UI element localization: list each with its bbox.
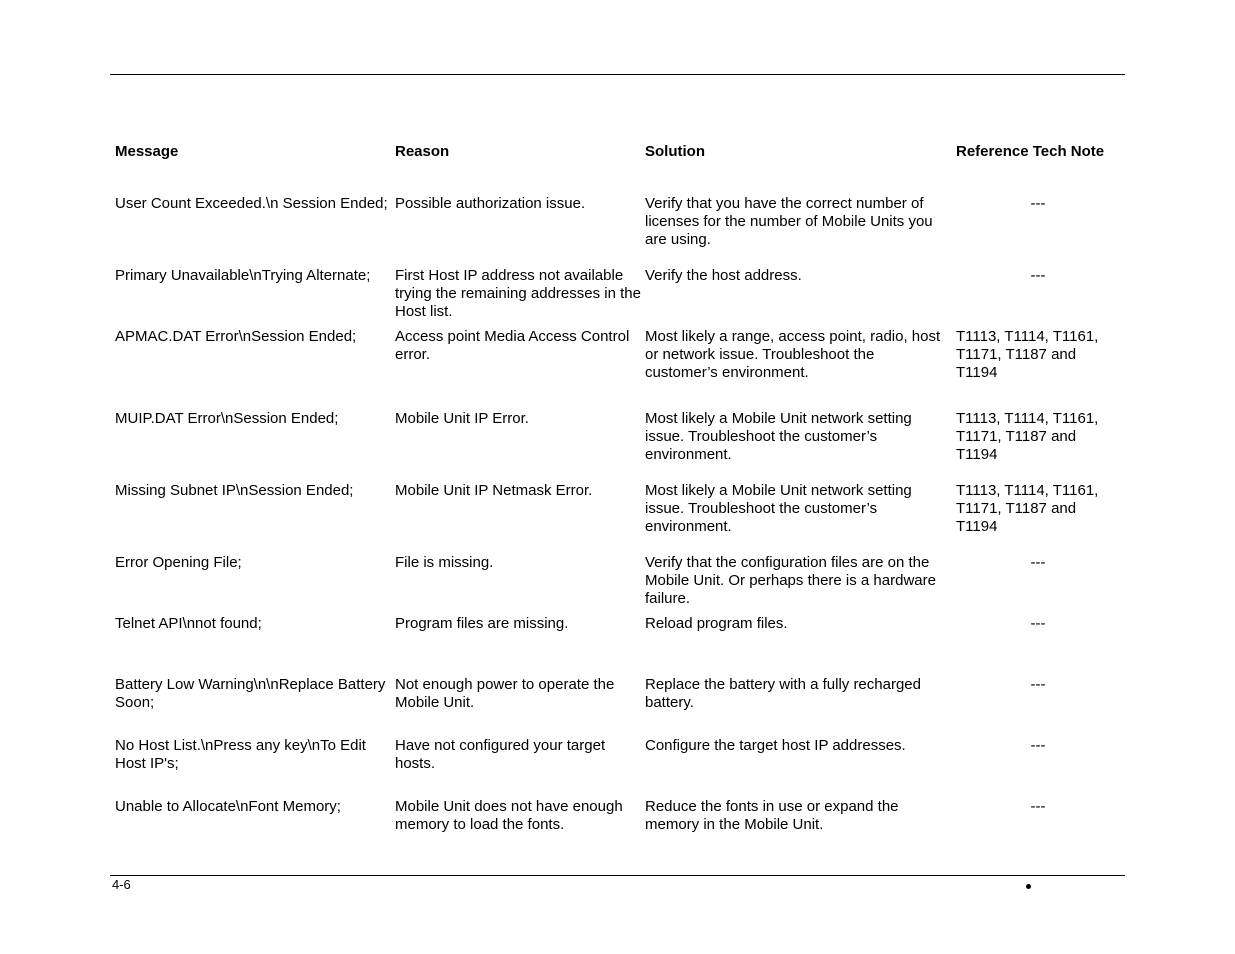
row-reason: Program files are missing.: [395, 615, 569, 632]
row-reference: ---: [1030, 195, 1046, 212]
row-message: Missing Subnet IP\nSession Ended;: [115, 482, 354, 499]
row-reference: ---: [1030, 615, 1046, 632]
row-message: User Count Exceeded.\n Session Ended;: [115, 195, 388, 212]
row-reference: T1113, T1114, T1161, T1171, T1187 and T1194: [956, 482, 1099, 535]
row-reason: First Host IP address not available trying the remaining addresses in the Host list.: [395, 267, 641, 320]
row-message: APMAC.DAT Error\nSession Ended;: [115, 328, 357, 345]
row-reference: ---: [1030, 676, 1046, 693]
header-rule: [110, 74, 1125, 75]
row-reason: Access point Media Access Control error.: [395, 328, 630, 363]
column-header-solution: Solution: [645, 143, 705, 160]
row-solution: Reduce the fonts in use or expand the memory in the Mobile Unit.: [645, 798, 899, 833]
row-reference: ---: [1030, 267, 1046, 284]
row-solution: Most likely a range, access point, radio, host or network issue. Troubleshoot the customer’s environment.: [645, 328, 941, 381]
column-header-reason: Reason: [395, 143, 450, 160]
row-reason: Possible authorization issue.: [395, 195, 586, 212]
row-reference: ---: [1030, 737, 1046, 754]
row-message: Primary Unavailable\nTrying Alternate;: [115, 267, 371, 284]
row-reason: Mobile Unit IP Error.: [395, 410, 529, 427]
row-solution: Most likely a Mobile Unit network setting issue. Troubleshoot the customer’s environment.: [645, 482, 912, 535]
column-header-reference: Reference Tech Note: [956, 143, 1105, 160]
row-reference: T1113, T1114, T1161, T1171, T1187 and T1194: [956, 328, 1099, 381]
row-solution: Replace the battery with a fully recharged battery.: [645, 676, 921, 711]
bullet-icon: [1026, 884, 1031, 889]
row-reference: ---: [1030, 798, 1046, 815]
row-reason: Have not configured your target hosts.: [395, 737, 606, 772]
row-message: Battery Low Warning\n\nReplace Battery Soon;: [115, 676, 386, 711]
row-message: No Host List.\nPress any key\nTo Edit Host IP's;: [115, 737, 366, 772]
row-message: Unable to Allocate\nFont Memory;: [115, 798, 341, 815]
row-message: Error Opening File;: [115, 554, 242, 571]
row-message: Telnet API\nnot found;: [115, 615, 262, 632]
row-solution: Configure the target host IP addresses.: [645, 737, 906, 754]
footer-rule: [110, 875, 1125, 876]
row-solution: Reload program files.: [645, 615, 788, 632]
row-solution: Most likely a Mobile Unit network setting issue. Troubleshoot the customer’s environment.: [645, 410, 912, 463]
page-number: 4-6: [112, 877, 131, 892]
row-solution: Verify that the configuration files are on the Mobile Unit. Or perhaps there is a hardware failure.: [645, 554, 936, 607]
row-reference: ---: [1030, 554, 1046, 571]
row-solution: Verify the host address.: [645, 267, 802, 284]
row-reason: Mobile Unit does not have enough memory to load the fonts.: [395, 798, 623, 833]
row-reference: T1113, T1114, T1161, T1171, T1187 and T1194: [956, 410, 1099, 463]
row-reason: Mobile Unit IP Netmask Error.: [395, 482, 593, 499]
row-message: MUIP.DAT Error\nSession Ended;: [115, 410, 339, 427]
row-solution: Verify that you have the correct number of licenses for the number of Mobile Units you are using.: [645, 195, 933, 248]
row-reason: File is missing.: [395, 554, 494, 571]
column-header-message: Message: [115, 143, 179, 160]
row-reason: Not enough power to operate the Mobile Unit.: [395, 676, 615, 711]
